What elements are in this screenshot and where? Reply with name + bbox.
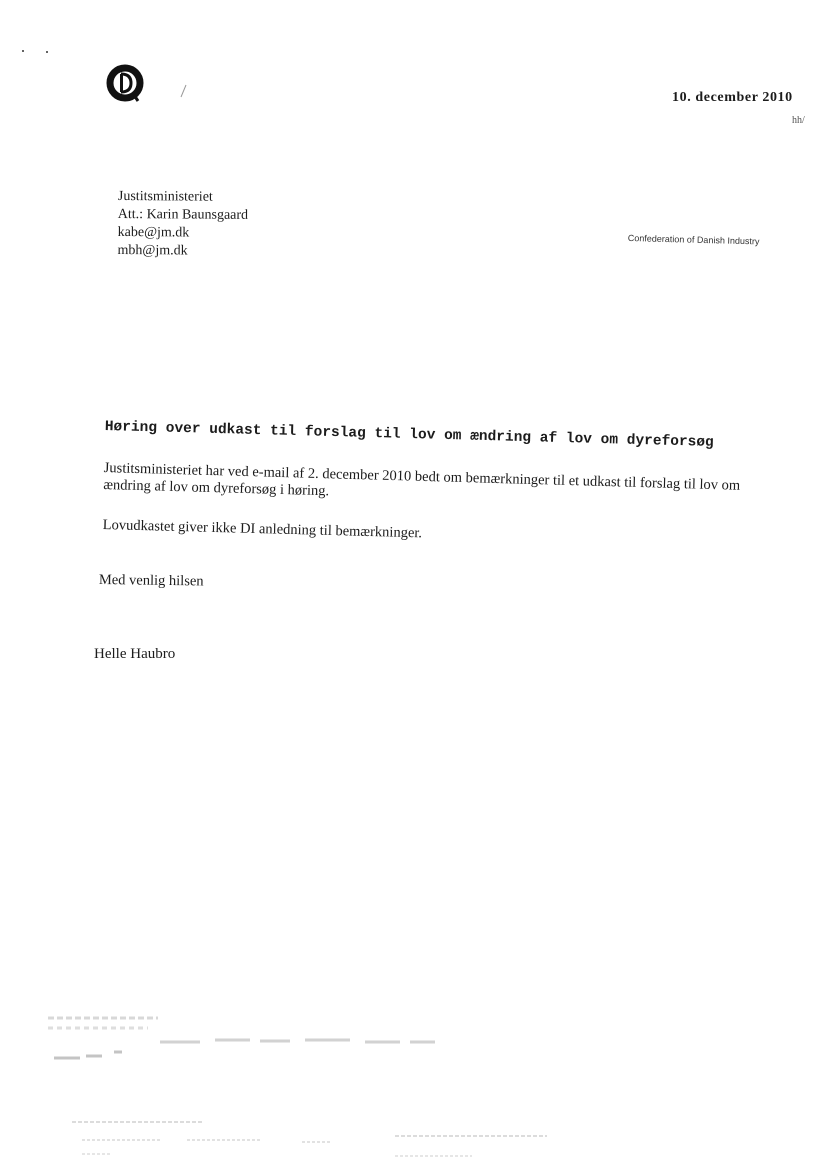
recipient-email-2: mbh@jm.dk: [117, 242, 188, 259]
reference-initials: hh/: [792, 115, 805, 126]
pen-mark-icon: [178, 84, 188, 98]
scan-speck: [22, 50, 24, 52]
letter-signature: Helle Haubro: [94, 646, 176, 662]
fax-number-smudge: [160, 1030, 440, 1050]
fax-code-smudge: [52, 1046, 132, 1064]
footer-address-smudge: [72, 1114, 552, 1162]
scan-speck: [46, 51, 48, 53]
letter-date: 10. december 2010: [672, 90, 793, 105]
recipient-email-1: kabe@jm.dk: [117, 224, 190, 241]
recipient-address: [117, 188, 248, 261]
organization-tagline: Confederation of Danish Industry: [627, 233, 760, 247]
di-logo-icon: [104, 62, 146, 104]
letter-subject: Høring over udkast til forslag til lov om ændring af lov om dyreforsøg: [104, 419, 714, 451]
recipient-name: Justitsministeriet: [117, 188, 213, 205]
recipient-attention: Att.: Karin Baunsgaard: [117, 206, 249, 223]
fax-header-smudge: [48, 1012, 168, 1040]
letter-closing: Med venlig hilsen: [98, 572, 204, 590]
letter-paragraph-1: Justitsministeriet har ved e-mail af 2. december 2010 bedt om bemærkninger til et udkast til forslag til lov om ændring af lov om dyreforsøg i høring.: [103, 460, 741, 500]
letter-paragraph-2: Lovudkastet giver ikke DI anledning til bemærkninger.: [102, 517, 423, 542]
